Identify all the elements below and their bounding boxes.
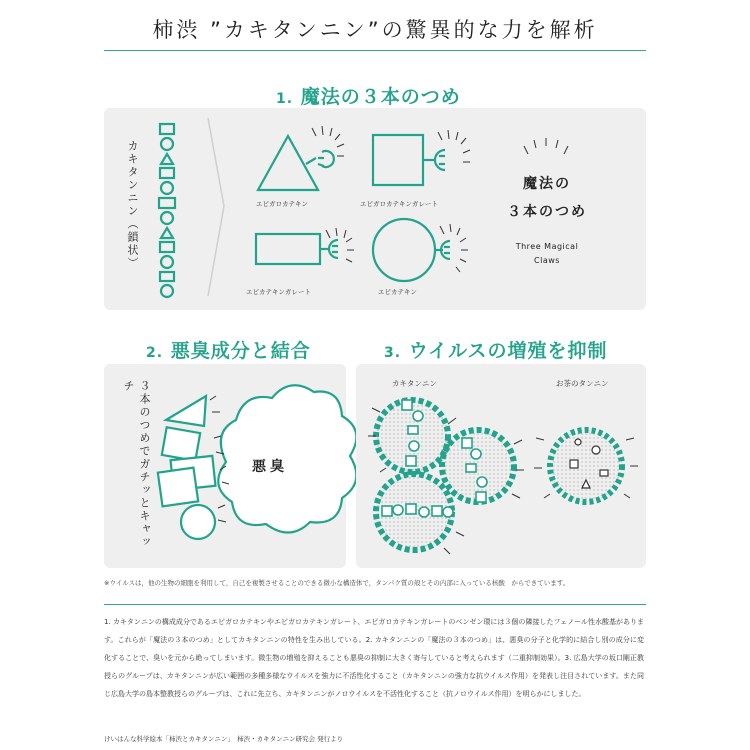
explanation-paragraph: 1. カキタンニンの構成成分であるエピガロカテキンやエピガロカテキンガレート、エピガロカテキンガレートのベンゼン環には３個の隣接したフェノール性水酸基があります。これらが「魔法の３本のつめ」としてカキタンニンの特性を生み出している。2. カキタンニンの「魔法の３本のつめ」は、悪臭の分子と化学的に結合し別の成分に変化することで、臭いを元から絶ってしまいます。微生物の増殖を抑えることも悪臭の抑制に大きく寄与していると考えられます（二重抑制効果）。3. 広島大学の坂口剛正教授らのグループは、カキタンニンが広い範囲の多種多様なウイルスを強力に不活性化すること（カキタンニンの強力な抗ウイルス作用）を発表し注目されています。また同じ広島大学の島本整教授らのグループは、これに先立ち、カキタンニンがノロウイルスを不活性化すること（抗ノロウイルス作用）を明らかにしました。 [104, 618, 644, 698]
virus-cluster-icon [376, 400, 514, 550]
molecule-label-3: エピカテキンガレート [246, 288, 311, 296]
section1-title: 魔法の３本のつめ [300, 86, 461, 108]
section3-number: 3. [384, 345, 402, 361]
section2-number: 2. [146, 345, 164, 361]
catch-text: ３本のつめでガチッとキャッチ [122, 380, 151, 549]
virus-footnote: ※ウイルスは，他の生物の細胞を利用して，自己を複製させることのできる微小な構造体で，タンパク質の殻とその内部に入っている核酸 からできています。 [104, 579, 570, 587]
section3-title: ウイルスの増殖を抑制 [408, 340, 608, 362]
section1-number: 1. [276, 91, 294, 107]
claws-english-line1: Three Magical [515, 242, 579, 251]
section2-title: 悪臭成分と結合 [170, 340, 311, 362]
tea-tannin-label: お茶のタンニン [556, 379, 609, 388]
tea-virus-icon [550, 430, 622, 502]
kakitannin-label: カキタンニン [392, 379, 437, 388]
odor-label: 悪臭 [252, 459, 288, 475]
molecule-label-1: エピガロカテキン [256, 200, 308, 208]
claws-english-line2: Claws [534, 256, 560, 265]
chain-label: カキタンニン（鎖状） [126, 140, 139, 270]
claws-title-line2: ３本のつめ [507, 204, 587, 220]
source-credit: けいはんな科学絵本「柿渋とカキタンニン」 柿渋・カキタンニン研究会 発行より [104, 735, 344, 743]
molecule-label-4: エピカテキン [378, 288, 417, 296]
claws-title-line1: 魔法の [523, 176, 571, 192]
molecule-label-2: エピガロカテキンガレート [360, 200, 438, 208]
body-divider [104, 604, 646, 605]
page-title: 柿渋 ”カキタンニン”の驚異的な力を解析 [152, 18, 598, 42]
